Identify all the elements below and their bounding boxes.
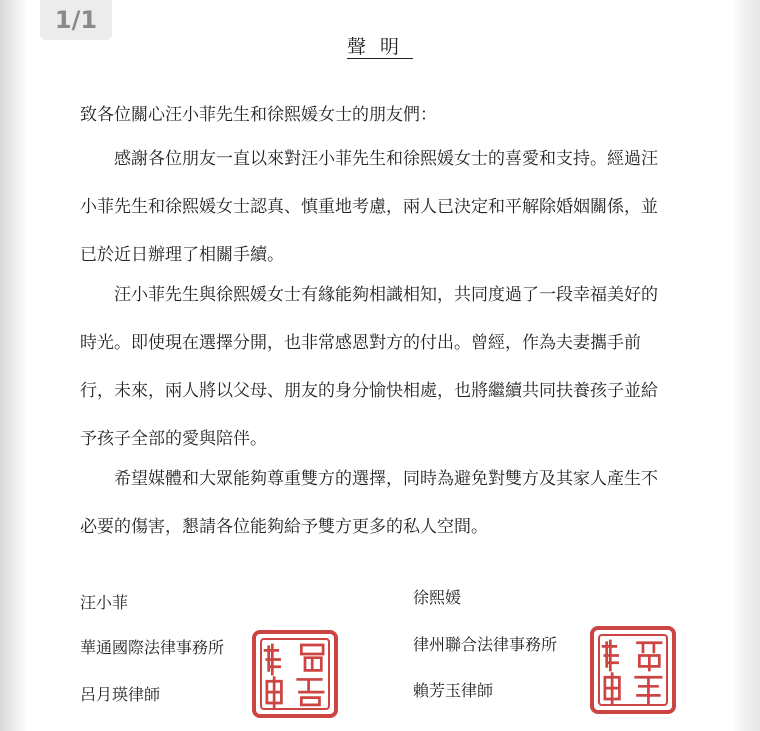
paragraph-line: 汪小菲先生與徐熙媛女士有緣能夠相識相知，共同度過了一段幸福美好的 [114, 285, 658, 305]
law-firm-left: 華通國際法律事務所 [80, 638, 225, 657]
paragraph-line: 必要的傷害，懇請各位能夠給予雙方更多的私人空間。 [80, 517, 488, 537]
greeting-line: 致各位關心汪小菲先生和徐熙媛女士的朋友們： [80, 105, 437, 125]
paragraph-line: 行，未來，兩人將以父母、朋友的身分愉快相處，也將繼續共同扶養孩子並給 [80, 381, 658, 401]
signatory-name-left: 汪小菲 [80, 593, 129, 612]
lawyer-seal-stamp-left [252, 630, 338, 718]
page-edge-shadow-right [732, 0, 760, 731]
paragraph-line: 小菲先生和徐熙媛女士認真、慎重地考慮，兩人已決定和平解除婚姻關係，並 [80, 197, 658, 217]
document-title: 聲明 [346, 36, 413, 58]
page-edge-shadow-left [0, 0, 28, 731]
paragraph-3 [80, 455, 680, 551]
paragraph-2 [80, 271, 680, 463]
paragraph-line: 時光。即使現在選擇分開，也非常感恩對方的付出。曾經，作為夫妻攜手前 [80, 333, 641, 353]
lawyer-name-left: 呂月瑛律師 [80, 685, 161, 704]
lawyer-name-right: 賴芳玉律師 [413, 681, 494, 700]
paragraph-line: 感謝各位朋友一直以來對汪小菲先生和徐熙媛女士的喜愛和支持。經過汪 [114, 149, 658, 169]
document-page [28, 0, 732, 731]
law-firm-right: 律州聯合法律事務所 [413, 635, 558, 654]
page-counter-badge: 1/1 [40, 0, 112, 40]
paragraph-1 [80, 135, 680, 279]
lawyer-seal-stamp-right [590, 626, 676, 714]
signatory-name-right: 徐熙媛 [413, 588, 462, 607]
paragraph-line: 予孩子全部的愛與陪伴。 [80, 429, 267, 449]
paragraph-line: 希望媒體和大眾能夠尊重雙方的選擇，同時為避免對雙方及其家人產生不 [114, 469, 658, 489]
paragraph-line: 已於近日辦理了相關手續。 [80, 245, 284, 265]
